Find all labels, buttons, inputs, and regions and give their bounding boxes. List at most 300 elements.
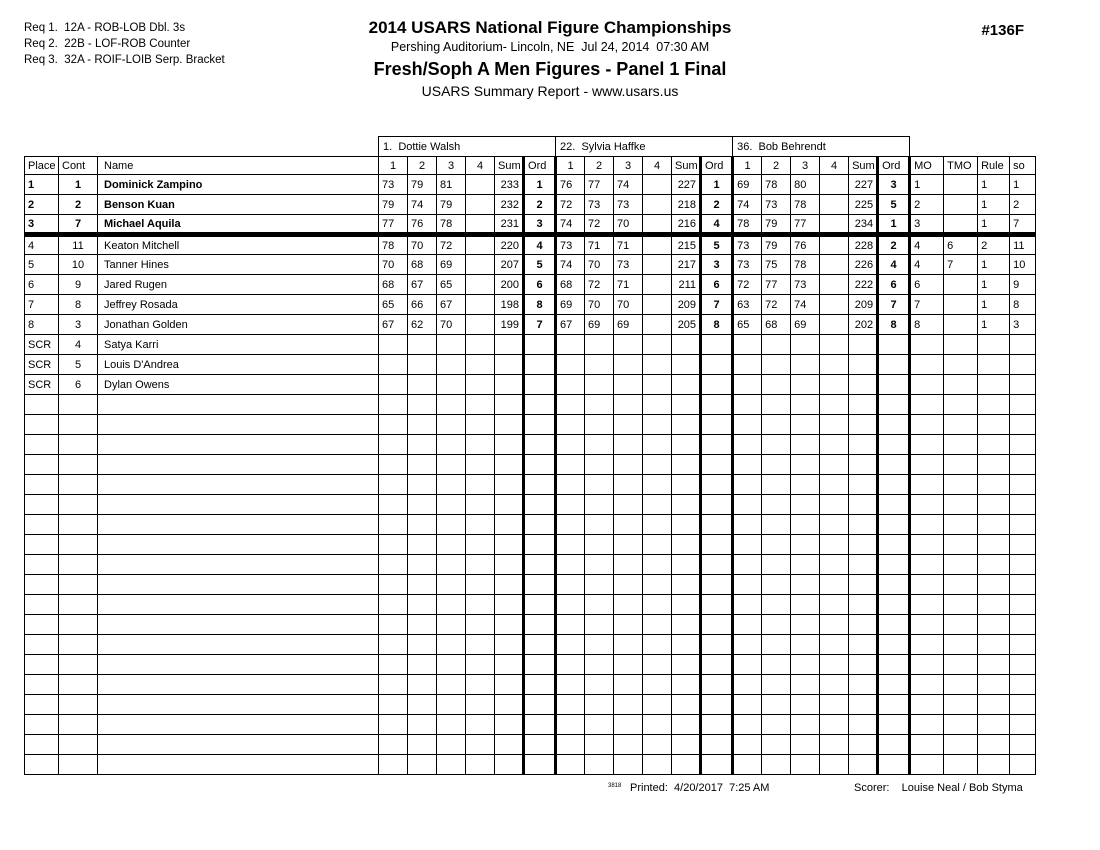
cont-cell bbox=[59, 655, 98, 675]
judge-3-score-2-cell: 77 bbox=[762, 275, 791, 295]
judge-2-ord-cell bbox=[701, 435, 733, 455]
judge-1-score-3-cell: 67 bbox=[437, 295, 466, 315]
tmo-cell: 7 bbox=[944, 255, 978, 275]
judge-2-score-1-cell: 67 bbox=[556, 315, 585, 335]
col-header-j2-score1: 1 bbox=[556, 157, 585, 175]
judge-3-score-4-cell bbox=[820, 675, 849, 695]
judge-3-score-3-cell: 78 bbox=[791, 255, 820, 275]
judge-3-ord-cell bbox=[878, 335, 910, 355]
judge-2-score-4-cell bbox=[643, 695, 672, 715]
judge-3-score-2-cell bbox=[762, 495, 791, 515]
name-cell bbox=[98, 575, 379, 595]
judge-1-score-2-cell bbox=[408, 555, 437, 575]
judge-2-score-2-cell bbox=[585, 615, 614, 635]
mo-cell bbox=[910, 515, 944, 535]
cont-cell bbox=[59, 715, 98, 735]
judge-3-score-1-cell: 63 bbox=[733, 295, 762, 315]
judge-3-sum-cell: 202 bbox=[849, 315, 878, 335]
col-header-j3-score2: 2 bbox=[762, 157, 791, 175]
col-header-j3-score4: 4 bbox=[820, 157, 849, 175]
empty-row bbox=[25, 575, 1036, 595]
judge-2-score-2-cell bbox=[585, 575, 614, 595]
judge-1-score-2-cell bbox=[408, 415, 437, 435]
judge-2-score-3-cell: 73 bbox=[614, 255, 643, 275]
judge-2-score-4-cell bbox=[643, 715, 672, 735]
col-header-j2-score4: 4 bbox=[643, 157, 672, 175]
rule-cell bbox=[978, 435, 1010, 455]
judge-2-score-1-cell bbox=[556, 535, 585, 555]
judge-2-score-3-cell bbox=[614, 455, 643, 475]
judge-3-score-3-cell bbox=[791, 355, 820, 375]
judge-3-ord-cell: 7 bbox=[878, 295, 910, 315]
name-cell bbox=[98, 515, 379, 535]
judge-1-sum-cell: 232 bbox=[495, 195, 524, 215]
so-cell bbox=[1010, 695, 1036, 715]
judge-2-score-1-cell: 72 bbox=[556, 195, 585, 215]
empty-row bbox=[25, 675, 1036, 695]
mo-cell bbox=[910, 615, 944, 635]
place-cell: 6 bbox=[25, 275, 59, 295]
judge-3-score-4-cell bbox=[820, 215, 849, 235]
judge-1-ord-cell bbox=[524, 455, 556, 475]
judge-3-sum-cell: 234 bbox=[849, 215, 878, 235]
tmo-cell bbox=[944, 295, 978, 315]
name-cell bbox=[98, 675, 379, 695]
judge-1-sum-cell bbox=[495, 435, 524, 455]
judge-2-sum-cell bbox=[672, 535, 701, 555]
judge-2-score-1-cell bbox=[556, 435, 585, 455]
judge-1-score-3-cell bbox=[437, 615, 466, 635]
judge-1-ord-cell bbox=[524, 535, 556, 555]
place-cell: 8 bbox=[25, 315, 59, 335]
mo-cell bbox=[910, 735, 944, 755]
judge-1-score-3-cell bbox=[437, 655, 466, 675]
judge-3-score-3-cell: 76 bbox=[791, 235, 820, 255]
judge-3-score-1-cell bbox=[733, 355, 762, 375]
judge-1-score-3-cell bbox=[437, 715, 466, 735]
judge-2-ord-cell: 1 bbox=[701, 175, 733, 195]
cont-cell: 7 bbox=[59, 215, 98, 235]
judge-2-score-3-cell: 71 bbox=[614, 275, 643, 295]
judge-3-score-3-cell bbox=[791, 375, 820, 395]
judge-1-score-2-cell: 66 bbox=[408, 295, 437, 315]
mo-cell bbox=[910, 435, 944, 455]
judge-2-sum-cell: 217 bbox=[672, 255, 701, 275]
judge-2-ord-cell: 5 bbox=[701, 235, 733, 255]
judge-3-score-2-cell bbox=[762, 375, 791, 395]
judge-1-score-3-cell: 69 bbox=[437, 255, 466, 275]
judge-3-ord-cell: 4 bbox=[878, 255, 910, 275]
judge-3-ord-cell bbox=[878, 355, 910, 375]
judge-1-score-3-cell bbox=[437, 635, 466, 655]
judge-1-score-2-cell bbox=[408, 395, 437, 415]
judge-2-sum-cell bbox=[672, 555, 701, 575]
judge-2-score-1-cell bbox=[556, 635, 585, 655]
judge-2-score-3-cell bbox=[614, 355, 643, 375]
judge-2-score-4-cell bbox=[643, 275, 672, 295]
requirement-line-1: Req 1. 12A - ROB-LOB Dbl. 3s bbox=[24, 22, 186, 34]
place-cell: 2 bbox=[25, 195, 59, 215]
judge-2-sum-cell bbox=[672, 355, 701, 375]
rule-cell: 1 bbox=[978, 175, 1010, 195]
judge-2-score-1-cell bbox=[556, 735, 585, 755]
name-cell bbox=[98, 635, 379, 655]
judge-3-ord-cell bbox=[878, 535, 910, 555]
judge-3-score-2-cell bbox=[762, 715, 791, 735]
mo-cell bbox=[910, 335, 944, 355]
judge-1-score-3-cell bbox=[437, 435, 466, 455]
judge-2-sum-cell bbox=[672, 735, 701, 755]
judge-2-sum-cell bbox=[672, 755, 701, 775]
name-cell: Jonathan Golden bbox=[98, 315, 379, 335]
so-cell bbox=[1010, 735, 1036, 755]
so-cell bbox=[1010, 755, 1036, 775]
judge-3-ord-cell: 8 bbox=[878, 315, 910, 335]
rule-cell: 1 bbox=[978, 315, 1010, 335]
judge-2-score-3-cell: 69 bbox=[614, 315, 643, 335]
so-cell bbox=[1010, 575, 1036, 595]
judge-3-score-1-cell bbox=[733, 755, 762, 775]
judge-3-score-2-cell bbox=[762, 675, 791, 695]
judge-2-sum-cell bbox=[672, 635, 701, 655]
cont-cell: 4 bbox=[59, 335, 98, 355]
judge-3-score-4-cell bbox=[820, 615, 849, 635]
judge-1-score-2-cell bbox=[408, 475, 437, 495]
judge-2-ord-cell bbox=[701, 395, 733, 415]
judge-2-ord-cell: 8 bbox=[701, 315, 733, 335]
mo-cell bbox=[910, 755, 944, 775]
judge-1-ord-cell bbox=[524, 735, 556, 755]
result-row bbox=[25, 335, 1036, 355]
judge-3-score-2-cell bbox=[762, 355, 791, 375]
requirement-line-2: Req 2. 22B - LOF-ROB Counter bbox=[24, 38, 191, 50]
mo-cell bbox=[910, 695, 944, 715]
judge-2-score-2-cell: 69 bbox=[585, 315, 614, 335]
judge-2-score-1-cell bbox=[556, 335, 585, 355]
cont-cell bbox=[59, 415, 98, 435]
mo-cell: 1 bbox=[910, 175, 944, 195]
judge-2-sum-cell bbox=[672, 335, 701, 355]
name-cell: Dominick Zampino bbox=[98, 175, 379, 195]
judge-3-score-1-cell bbox=[733, 435, 762, 455]
judge-2-score-2-cell bbox=[585, 655, 614, 675]
cont-cell bbox=[59, 495, 98, 515]
name-cell bbox=[98, 455, 379, 475]
judge-1-score-1-cell: 70 bbox=[379, 255, 408, 275]
judge-1-score-3-cell bbox=[437, 415, 466, 435]
judge-1-ord-cell: 5 bbox=[524, 255, 556, 275]
judge-3-score-1-cell bbox=[733, 515, 762, 535]
judges-row-spacer-left bbox=[25, 137, 379, 157]
place-cell bbox=[25, 595, 59, 615]
judge-2-score-4-cell bbox=[643, 435, 672, 455]
judge-1-score-4-cell bbox=[466, 195, 495, 215]
cont-cell: 8 bbox=[59, 295, 98, 315]
judge-2-score-2-cell bbox=[585, 635, 614, 655]
so-cell bbox=[1010, 495, 1036, 515]
empty-row bbox=[25, 615, 1036, 635]
judge-1-ord-cell bbox=[524, 515, 556, 535]
judge-2-score-4-cell bbox=[643, 195, 672, 215]
judge-2-ord-cell bbox=[701, 495, 733, 515]
cont-cell bbox=[59, 555, 98, 575]
judge-3-ord-cell bbox=[878, 495, 910, 515]
judge-1-score-4-cell bbox=[466, 615, 495, 635]
judge-3-ord-cell bbox=[878, 695, 910, 715]
judge-2-score-3-cell bbox=[614, 635, 643, 655]
mo-cell bbox=[910, 475, 944, 495]
judge-3-sum-cell: 222 bbox=[849, 275, 878, 295]
rule-cell bbox=[978, 495, 1010, 515]
judge-3-score-1-cell bbox=[733, 495, 762, 515]
place-cell: SCR bbox=[25, 355, 59, 375]
rule-cell bbox=[978, 755, 1010, 775]
rule-cell bbox=[978, 715, 1010, 735]
tmo-cell bbox=[944, 475, 978, 495]
judge-2-score-2-cell bbox=[585, 695, 614, 715]
judge-3-score-3-cell bbox=[791, 395, 820, 415]
empty-row bbox=[25, 435, 1036, 455]
name-cell: Tanner Hines bbox=[98, 255, 379, 275]
place-cell: 5 bbox=[25, 255, 59, 275]
judge-2-sum-cell bbox=[672, 375, 701, 395]
footer bbox=[24, 782, 1035, 798]
place-cell: 4 bbox=[25, 235, 59, 255]
mo-cell bbox=[910, 455, 944, 475]
judge-2-score-4-cell bbox=[643, 415, 672, 435]
judge-3-score-3-cell: 80 bbox=[791, 175, 820, 195]
judge-2-score-2-cell bbox=[585, 415, 614, 435]
tmo-cell bbox=[944, 715, 978, 735]
judge-3-score-3-cell bbox=[791, 675, 820, 695]
judge-1-score-2-cell bbox=[408, 595, 437, 615]
judge-1-ord-cell bbox=[524, 695, 556, 715]
judge-2-score-4-cell bbox=[643, 495, 672, 515]
empty-row bbox=[25, 635, 1036, 655]
judge-2-score-1-cell bbox=[556, 495, 585, 515]
result-row bbox=[25, 215, 1036, 235]
rule-cell: 1 bbox=[978, 255, 1010, 275]
judge-2-score-3-cell bbox=[614, 375, 643, 395]
judge-1-score-2-cell bbox=[408, 335, 437, 355]
judge-3-score-2-cell: 72 bbox=[762, 295, 791, 315]
judge-2-sum-cell bbox=[672, 695, 701, 715]
judge-1-sum-cell bbox=[495, 675, 524, 695]
judge-2-score-1-cell bbox=[556, 575, 585, 595]
judge-2-ord-cell bbox=[701, 415, 733, 435]
judge-1-score-3-cell: 65 bbox=[437, 275, 466, 295]
judge-2-score-3-cell bbox=[614, 475, 643, 495]
judge-1-score-2-cell bbox=[408, 355, 437, 375]
tmo-cell bbox=[944, 435, 978, 455]
rule-cell bbox=[978, 575, 1010, 595]
judge-3-ord-cell bbox=[878, 675, 910, 695]
judge-1-sum-cell bbox=[495, 375, 524, 395]
judge-3-score-1-cell bbox=[733, 455, 762, 475]
mo-cell bbox=[910, 495, 944, 515]
judge-2-score-4-cell bbox=[643, 295, 672, 315]
judge-1-ord-cell: 7 bbox=[524, 315, 556, 335]
judge-1-score-1-cell bbox=[379, 395, 408, 415]
judge-3-score-4-cell bbox=[820, 415, 849, 435]
judge-2-score-3-cell bbox=[614, 415, 643, 435]
so-cell bbox=[1010, 655, 1036, 675]
judge-1-score-3-cell bbox=[437, 335, 466, 355]
judge-2-score-2-cell bbox=[585, 755, 614, 775]
judge-2-score-4-cell bbox=[643, 235, 672, 255]
name-cell bbox=[98, 395, 379, 415]
judge-3-sum-cell bbox=[849, 575, 878, 595]
judge-2-score-1-cell bbox=[556, 375, 585, 395]
judge-1-score-3-cell: 79 bbox=[437, 195, 466, 215]
place-cell bbox=[25, 635, 59, 655]
mo-cell: 2 bbox=[910, 195, 944, 215]
rule-cell bbox=[978, 475, 1010, 495]
cont-cell: 9 bbox=[59, 275, 98, 295]
judge-1-ord-cell bbox=[524, 375, 556, 395]
col-header-j3-sum: Sum bbox=[849, 157, 878, 175]
judge-1-score-4-cell bbox=[466, 675, 495, 695]
judge-2-score-2-cell bbox=[585, 455, 614, 475]
col-header-tmo: TMO bbox=[944, 157, 978, 175]
empty-row bbox=[25, 755, 1036, 775]
judge-2-sum-cell: 215 bbox=[672, 235, 701, 255]
judge-3-sum-cell bbox=[849, 615, 878, 635]
judge-1-sum-cell bbox=[495, 535, 524, 555]
judge-2-ord-cell bbox=[701, 615, 733, 635]
judge-1-ord-cell bbox=[524, 335, 556, 355]
judge-3-score-3-cell bbox=[791, 495, 820, 515]
judge-3-score-4-cell bbox=[820, 455, 849, 475]
judge-1-sum-cell bbox=[495, 695, 524, 715]
name-cell bbox=[98, 595, 379, 615]
judge-1-sum-cell: 233 bbox=[495, 175, 524, 195]
judge-3-score-2-cell bbox=[762, 635, 791, 655]
judge-3-score-4-cell bbox=[820, 495, 849, 515]
judge-3-sum-cell bbox=[849, 415, 878, 435]
so-cell bbox=[1010, 535, 1036, 555]
place-cell: SCR bbox=[25, 375, 59, 395]
place-cell bbox=[25, 415, 59, 435]
judge-3-score-4-cell bbox=[820, 475, 849, 495]
judge-1-score-2-cell: 68 bbox=[408, 255, 437, 275]
place-cell bbox=[25, 575, 59, 595]
mo-cell bbox=[910, 575, 944, 595]
judge-1-ord-cell bbox=[524, 595, 556, 615]
judge-3-ord-cell bbox=[878, 715, 910, 735]
cont-cell bbox=[59, 535, 98, 555]
tmo-cell bbox=[944, 315, 978, 335]
mo-cell bbox=[910, 395, 944, 415]
judge-3-score-2-cell: 78 bbox=[762, 175, 791, 195]
report-header bbox=[0, 18, 1100, 99]
judge-2-score-4-cell bbox=[643, 635, 672, 655]
judge-1-score-4-cell bbox=[466, 435, 495, 455]
judge-3-score-3-cell bbox=[791, 555, 820, 575]
judge-3-score-2-cell: 79 bbox=[762, 215, 791, 235]
judge-3-score-1-cell bbox=[733, 555, 762, 575]
so-cell: 9 bbox=[1010, 275, 1036, 295]
col-header-place: Place bbox=[25, 157, 59, 175]
judge-2-ord-cell: 4 bbox=[701, 215, 733, 235]
judge-3-ord-cell bbox=[878, 455, 910, 475]
judge-2-sum-cell: 211 bbox=[672, 275, 701, 295]
judge-3-score-4-cell bbox=[820, 295, 849, 315]
judge-1-score-4-cell bbox=[466, 395, 495, 415]
judge-2-score-4-cell bbox=[643, 315, 672, 335]
col-header-j1-ord: Ord bbox=[524, 157, 556, 175]
judge-3-score-4-cell bbox=[820, 515, 849, 535]
judge-3-score-4-cell bbox=[820, 335, 849, 355]
mo-cell: 3 bbox=[910, 215, 944, 235]
cont-cell bbox=[59, 695, 98, 715]
judge-2-score-3-cell: 74 bbox=[614, 175, 643, 195]
judge-1-score-4-cell bbox=[466, 695, 495, 715]
cont-cell bbox=[59, 615, 98, 635]
judge-3-score-2-cell bbox=[762, 555, 791, 575]
judge-3-score-2-cell bbox=[762, 415, 791, 435]
judge-1-sum-cell bbox=[495, 755, 524, 775]
judge-3-score-1-cell: 65 bbox=[733, 315, 762, 335]
judge-1-score-2-cell: 67 bbox=[408, 275, 437, 295]
judge-3-ord-cell bbox=[878, 615, 910, 635]
judge-2-score-4-cell bbox=[643, 355, 672, 375]
judge-3-score-2-cell: 68 bbox=[762, 315, 791, 335]
name-cell: Louis D'Andrea bbox=[98, 355, 379, 375]
judge-2-score-2-cell bbox=[585, 375, 614, 395]
tmo-cell bbox=[944, 195, 978, 215]
judge-3-score-1-cell bbox=[733, 595, 762, 615]
judge-1-score-2-cell bbox=[408, 575, 437, 595]
judge-1-score-1-cell: 73 bbox=[379, 175, 408, 195]
judge-1-score-1-cell: 77 bbox=[379, 215, 408, 235]
judge-2-score-3-cell bbox=[614, 555, 643, 575]
judge-3-score-1-cell bbox=[733, 615, 762, 635]
place-cell bbox=[25, 655, 59, 675]
empty-row bbox=[25, 395, 1036, 415]
judge-2-score-3-cell bbox=[614, 535, 643, 555]
judge-3-sum-cell bbox=[849, 475, 878, 495]
judge-3-score-3-cell: 73 bbox=[791, 275, 820, 295]
rule-cell bbox=[978, 695, 1010, 715]
judges-row-spacer-right bbox=[910, 137, 1036, 157]
place-cell bbox=[25, 555, 59, 575]
rule-cell bbox=[978, 655, 1010, 675]
place-cell bbox=[25, 435, 59, 455]
requirement-line-3: Req 3. 32A - ROIF-LOIB Serp. Bracket bbox=[24, 54, 225, 66]
judge-3-score-1-cell: 78 bbox=[733, 215, 762, 235]
judge-3-score-1-cell bbox=[733, 415, 762, 435]
judge-1-sum-cell bbox=[495, 595, 524, 615]
judge-2-ord-cell bbox=[701, 675, 733, 695]
judge-3-score-4-cell bbox=[820, 575, 849, 595]
results-tbody bbox=[25, 175, 1036, 775]
judge-3-sum-cell: 225 bbox=[849, 195, 878, 215]
judge-1-score-3-cell bbox=[437, 555, 466, 575]
judge-3-score-1-cell: 72 bbox=[733, 275, 762, 295]
judge-2-score-1-cell bbox=[556, 675, 585, 695]
judge-3-score-3-cell bbox=[791, 615, 820, 635]
judge-1-score-1-cell: 68 bbox=[379, 275, 408, 295]
place-cell bbox=[25, 695, 59, 715]
judge-3-score-3-cell bbox=[791, 535, 820, 555]
judge-3-sum-cell bbox=[849, 435, 878, 455]
judge-1-ord-cell bbox=[524, 575, 556, 595]
rule-cell bbox=[978, 515, 1010, 535]
tmo-cell bbox=[944, 215, 978, 235]
name-cell: Keaton Mitchell bbox=[98, 235, 379, 255]
championship-title: 2014 USARS National Figure Championships bbox=[368, 18, 732, 37]
